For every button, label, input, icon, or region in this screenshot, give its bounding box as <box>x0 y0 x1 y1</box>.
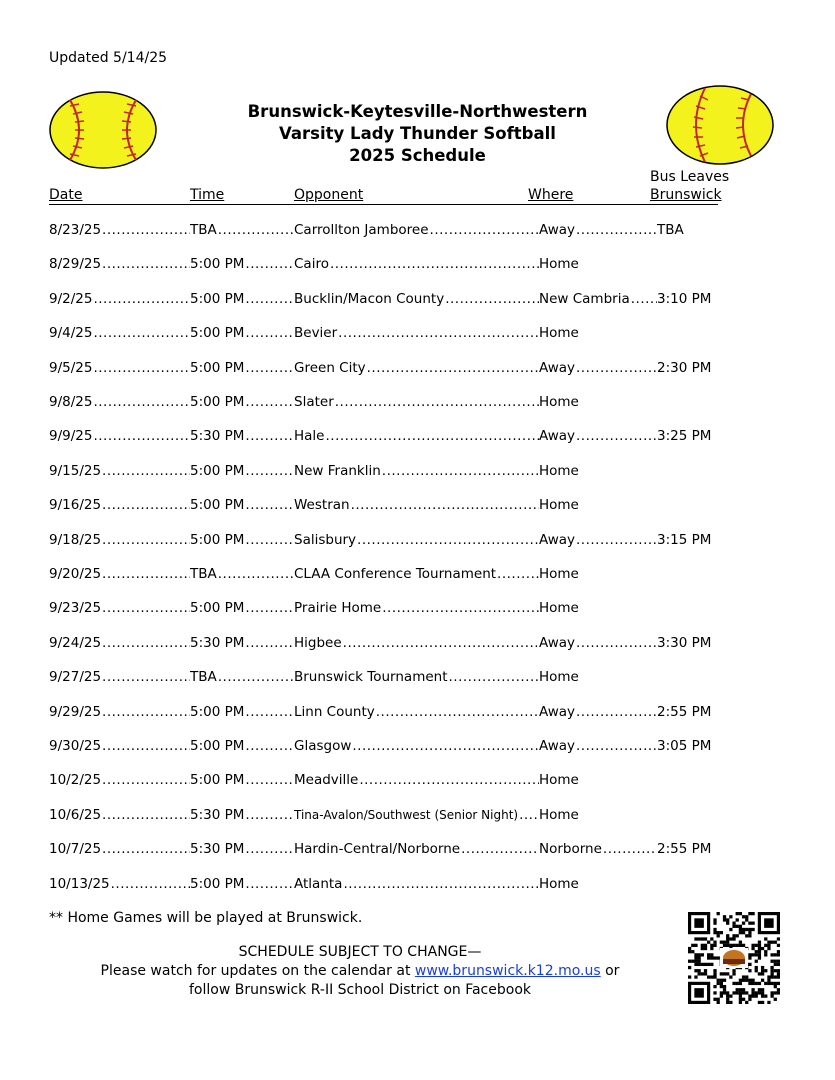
time-cell <box>190 497 294 513</box>
bus-cell <box>657 394 747 410</box>
bus-cell-text <box>657 566 658 582</box>
bus-cell <box>657 463 747 479</box>
bus-cell-text <box>657 876 658 892</box>
time-cell-text: 5:00 PM <box>190 497 245 514</box>
where-cell-text: Home <box>539 394 579 410</box>
where-cell <box>539 566 657 582</box>
time-cell-text: 5:00 PM <box>190 359 245 376</box>
time-cell <box>190 669 294 685</box>
opponent-cell <box>294 222 539 238</box>
bus-leaves-header <box>650 168 729 204</box>
date-cell-text: 9/4/25 <box>49 325 93 342</box>
bus-cell-text: 2:55 PM <box>657 841 712 858</box>
website-link[interactable]: www.brunswick.k12.mo.us <box>414 963 601 979</box>
date-cell-text: 9/16/25 <box>49 497 102 514</box>
where-cell <box>539 463 657 479</box>
date-cell <box>49 256 190 272</box>
footer-line-1: SCHEDULE SUBJECT TO CHANGE— <box>238 944 482 960</box>
where-header: Where <box>528 187 574 203</box>
opponent-cell-text: Hardin-Central/Norborne <box>294 841 461 858</box>
time-cell-text: TBA <box>190 222 217 238</box>
time-cell <box>190 532 294 548</box>
opponent-cell <box>294 566 539 582</box>
time-cell <box>190 222 294 238</box>
bus-header-line-1: Bus Leaves <box>650 169 730 185</box>
date-cell <box>49 463 190 479</box>
where-cell-text: Away <box>539 703 575 720</box>
time-header: Time <box>190 187 225 203</box>
table-row <box>49 360 749 380</box>
time-cell <box>190 807 294 823</box>
time-cell-text: 5:30 PM <box>190 806 245 823</box>
footer-line-3: follow Brunswick R-II School District on Facebook <box>189 982 531 998</box>
opponent-cell-text: Westran <box>294 497 350 514</box>
date-cell-text: 9/24/25 <box>49 634 102 651</box>
date-cell-text: 9/18/25 <box>49 531 102 548</box>
updated-date: Updated 5/14/25 <box>49 50 168 66</box>
time-cell-text: 5:00 PM <box>190 875 245 892</box>
bus-cell-text: TBA <box>657 222 684 238</box>
date-cell <box>49 635 190 651</box>
date-cell-text: 9/8/25 <box>49 394 93 410</box>
bus-cell-text: 3:15 PM <box>657 531 712 548</box>
opponent-cell <box>294 394 539 410</box>
opponent-cell-text: Tina-Avalon/Southwest (Senior Night) <box>294 807 519 822</box>
bus-cell <box>657 876 747 892</box>
opponent-cell-text: Hale <box>294 428 325 445</box>
footer-line-2 <box>100 962 620 981</box>
time-cell-text: 5:00 PM <box>190 600 245 617</box>
date-cell <box>49 360 190 376</box>
title-line-3: 2025 Schedule <box>349 146 486 165</box>
opponent-cell <box>294 807 539 823</box>
time-cell <box>190 463 294 479</box>
date-cell-text: 9/20/25 <box>49 566 102 582</box>
where-cell-text: Home <box>539 462 579 479</box>
where-cell-text: Home <box>539 256 579 273</box>
time-cell <box>190 704 294 720</box>
time-cell <box>190 256 294 272</box>
date-header: Date <box>49 187 83 203</box>
time-cell-text: 5:30 PM <box>190 428 245 445</box>
opponent-cell <box>294 463 539 479</box>
table-row <box>49 222 749 242</box>
opponent-cell <box>294 876 539 892</box>
bus-cell <box>657 772 747 788</box>
where-cell-text: Away <box>539 222 575 238</box>
bus-cell-text <box>657 394 658 410</box>
table-row <box>49 394 749 414</box>
where-cell-text: Away <box>539 359 575 376</box>
bus-cell <box>657 600 747 616</box>
where-cell <box>539 325 657 341</box>
bus-cell <box>657 738 747 754</box>
opponent-cell-text: Glasgow <box>294 738 352 754</box>
opponent-cell-text: Slater <box>294 394 334 410</box>
date-cell <box>49 566 190 582</box>
where-cell-text: Home <box>539 325 579 342</box>
bus-cell <box>657 360 747 376</box>
bus-cell <box>657 566 747 582</box>
where-cell <box>539 291 657 307</box>
time-cell-text: 5:00 PM <box>190 738 245 754</box>
opponent-cell <box>294 669 539 685</box>
bus-cell-text <box>657 772 658 788</box>
opponent-cell <box>294 841 539 857</box>
bus-cell-text <box>657 325 658 341</box>
opponent-header: Opponent <box>294 187 364 203</box>
bus-cell <box>657 807 747 823</box>
bus-cell <box>657 704 747 720</box>
date-cell-text: 10/13/25 <box>49 875 110 892</box>
where-cell-text: Away <box>539 634 575 651</box>
opponent-cell <box>294 738 539 754</box>
opponent-cell <box>294 428 539 444</box>
bus-header-line-2: Brunswick <box>650 187 722 203</box>
where-cell <box>539 704 657 720</box>
where-cell-text: Away <box>539 531 575 548</box>
date-cell-text: 9/2/25 <box>49 290 93 307</box>
where-cell-text: Away <box>539 428 575 445</box>
softball-icon <box>48 90 158 170</box>
time-cell <box>190 876 294 892</box>
opponent-cell-text: Brunswick Tournament <box>294 669 448 686</box>
softball-icon <box>665 84 775 166</box>
opponent-cell-text: Salisbury <box>294 531 357 548</box>
footer-line-2-pre: Please watch for updates on the calendar at <box>100 963 415 979</box>
where-cell <box>539 669 657 685</box>
table-row <box>49 669 749 689</box>
bus-cell-text <box>657 600 658 616</box>
time-cell-text: 5:00 PM <box>190 531 245 548</box>
opponent-cell-text: Higbee <box>294 634 342 651</box>
opponent-cell-text: Cairo <box>294 256 329 273</box>
table-row <box>49 635 749 655</box>
date-cell-text: 9/30/25 <box>49 738 102 754</box>
where-cell-text: Home <box>539 566 579 582</box>
bus-cell-text: 3:05 PM <box>657 738 712 754</box>
time-cell-text: 5:30 PM <box>190 634 245 651</box>
date-cell-text: 9/29/25 <box>49 703 102 720</box>
table-row <box>49 600 749 620</box>
time-cell-text: 5:00 PM <box>190 325 245 342</box>
opponent-cell-text: Meadville <box>294 772 359 789</box>
opponent-cell-text: New Franklin <box>294 462 381 479</box>
where-cell <box>539 772 657 788</box>
table-row <box>49 325 749 345</box>
bus-cell <box>657 669 747 685</box>
opponent-cell <box>294 772 539 788</box>
bus-cell <box>657 635 747 651</box>
bus-cell <box>657 497 747 513</box>
bus-cell-text <box>657 256 658 272</box>
title-line-1: Brunswick-Keytesville-Northwestern <box>247 102 588 121</box>
time-cell <box>190 325 294 341</box>
date-cell <box>49 325 190 341</box>
table-row <box>49 497 749 517</box>
where-cell-text: Home <box>539 875 579 892</box>
bus-cell <box>657 291 747 307</box>
bus-cell-text <box>657 807 658 823</box>
opponent-cell-text: Green City <box>294 359 366 376</box>
table-row <box>49 291 749 311</box>
date-cell-text: 10/2/25 <box>49 772 102 789</box>
opponent-cell-text: Linn County <box>294 703 375 720</box>
bus-cell <box>657 841 747 857</box>
bus-cell-text: 2:30 PM <box>657 359 712 376</box>
where-cell-text: Home <box>539 806 579 823</box>
where-cell-text: Home <box>539 772 579 789</box>
time-cell <box>190 772 294 788</box>
opponent-cell-text: Bucklin/Macon County <box>294 290 445 307</box>
where-cell <box>539 394 657 410</box>
date-cell-text: 10/6/25 <box>49 806 102 823</box>
where-cell <box>539 635 657 651</box>
opponent-cell <box>294 291 539 307</box>
time-cell-text: 5:00 PM <box>190 772 245 789</box>
where-cell-text: Home <box>539 497 579 514</box>
time-cell-text: TBA <box>190 566 217 582</box>
date-cell <box>49 876 190 892</box>
time-cell <box>190 566 294 582</box>
date-cell <box>49 772 190 788</box>
opponent-cell <box>294 635 539 651</box>
header-underline <box>49 204 718 205</box>
where-cell <box>539 600 657 616</box>
opponent-cell <box>294 704 539 720</box>
bus-cell-text <box>657 669 658 685</box>
bus-cell-text: 3:25 PM <box>657 428 712 445</box>
table-row <box>49 772 749 792</box>
time-cell <box>190 600 294 616</box>
opponent-cell <box>294 256 539 272</box>
date-cell <box>49 497 190 513</box>
date-cell <box>49 738 190 754</box>
time-cell-text: 5:00 PM <box>190 462 245 479</box>
time-cell <box>190 394 294 410</box>
where-cell-text: Home <box>539 669 579 686</box>
table-row <box>49 704 749 724</box>
opponent-cell <box>294 497 539 513</box>
date-cell <box>49 669 190 685</box>
date-cell-text: 9/15/25 <box>49 462 102 479</box>
opponent-cell-text: Bevier <box>294 325 338 342</box>
date-cell <box>49 704 190 720</box>
date-cell <box>49 222 190 238</box>
where-cell-text: Away <box>539 738 575 754</box>
opponent-cell <box>294 360 539 376</box>
date-cell <box>49 807 190 823</box>
date-cell-text: 8/29/25 <box>49 256 102 273</box>
bus-cell-text: 3:30 PM <box>657 634 712 651</box>
time-cell-text: 5:00 PM <box>190 394 245 410</box>
bus-cell <box>657 532 747 548</box>
where-cell <box>539 256 657 272</box>
date-cell-text: 9/9/25 <box>49 428 93 445</box>
where-cell <box>539 222 657 238</box>
table-row <box>49 807 749 827</box>
footer <box>100 943 620 1000</box>
date-cell-text: 9/23/25 <box>49 600 102 617</box>
time-cell <box>190 428 294 444</box>
footer-line-2-post: or <box>600 963 620 979</box>
time-cell-text: 5:00 PM <box>190 290 245 307</box>
qr-code-icon[interactable] <box>688 912 780 1004</box>
bus-cell <box>657 256 747 272</box>
date-cell-text: 9/5/25 <box>49 359 93 376</box>
date-cell <box>49 428 190 444</box>
where-cell <box>539 876 657 892</box>
title-line-2: Varsity Lady Thunder Softball <box>279 124 556 143</box>
table-row <box>49 463 749 483</box>
bus-cell-text <box>657 497 658 513</box>
where-cell <box>539 360 657 376</box>
date-cell <box>49 291 190 307</box>
where-cell-text: Home <box>539 600 579 617</box>
table-row <box>49 428 749 448</box>
where-cell-text: New Cambria <box>539 290 630 307</box>
table-row <box>49 841 749 861</box>
time-cell <box>190 360 294 376</box>
opponent-cell <box>294 532 539 548</box>
bus-cell <box>657 325 747 341</box>
opponent-cell <box>294 325 539 341</box>
time-cell-text: 5:30 PM <box>190 841 245 858</box>
date-cell-text: 8/23/25 <box>49 222 102 238</box>
time-cell-text: 5:00 PM <box>190 703 245 720</box>
date-cell <box>49 841 190 857</box>
table-row <box>49 566 749 586</box>
time-cell-text: TBA <box>190 669 217 686</box>
table-row <box>49 532 749 552</box>
date-cell <box>49 532 190 548</box>
opponent-cell-text: CLAA Conference Tournament <box>294 566 497 582</box>
opponent-cell-text: Prairie Home <box>294 600 382 617</box>
where-cell <box>539 807 657 823</box>
where-cell <box>539 841 657 857</box>
time-cell-text: 5:00 PM <box>190 256 245 273</box>
table-row <box>49 256 749 276</box>
date-cell <box>49 394 190 410</box>
date-cell-text: 10/7/25 <box>49 841 102 858</box>
home-games-note: ** Home Games will be played at Brunswick. <box>49 910 363 926</box>
table-row <box>49 876 749 896</box>
where-cell <box>539 497 657 513</box>
opponent-cell <box>294 600 539 616</box>
time-cell <box>190 635 294 651</box>
time-cell <box>190 291 294 307</box>
date-cell-text: 9/27/25 <box>49 669 102 686</box>
opponent-cell-text: Carrollton Jamboree <box>294 222 429 238</box>
date-cell <box>49 600 190 616</box>
where-cell <box>539 428 657 444</box>
page-title <box>180 101 655 167</box>
bus-cell-text: 3:10 PM <box>657 290 712 307</box>
bus-cell <box>657 222 747 238</box>
time-cell <box>190 841 294 857</box>
where-cell <box>539 738 657 754</box>
table-row <box>49 738 749 758</box>
time-cell <box>190 738 294 754</box>
where-cell-text: Norborne <box>539 841 602 858</box>
bus-cell-text <box>657 463 658 479</box>
bus-cell <box>657 428 747 444</box>
where-cell <box>539 532 657 548</box>
bus-cell-text: 2:55 PM <box>657 703 712 720</box>
opponent-cell-text: Atlanta <box>294 875 343 892</box>
